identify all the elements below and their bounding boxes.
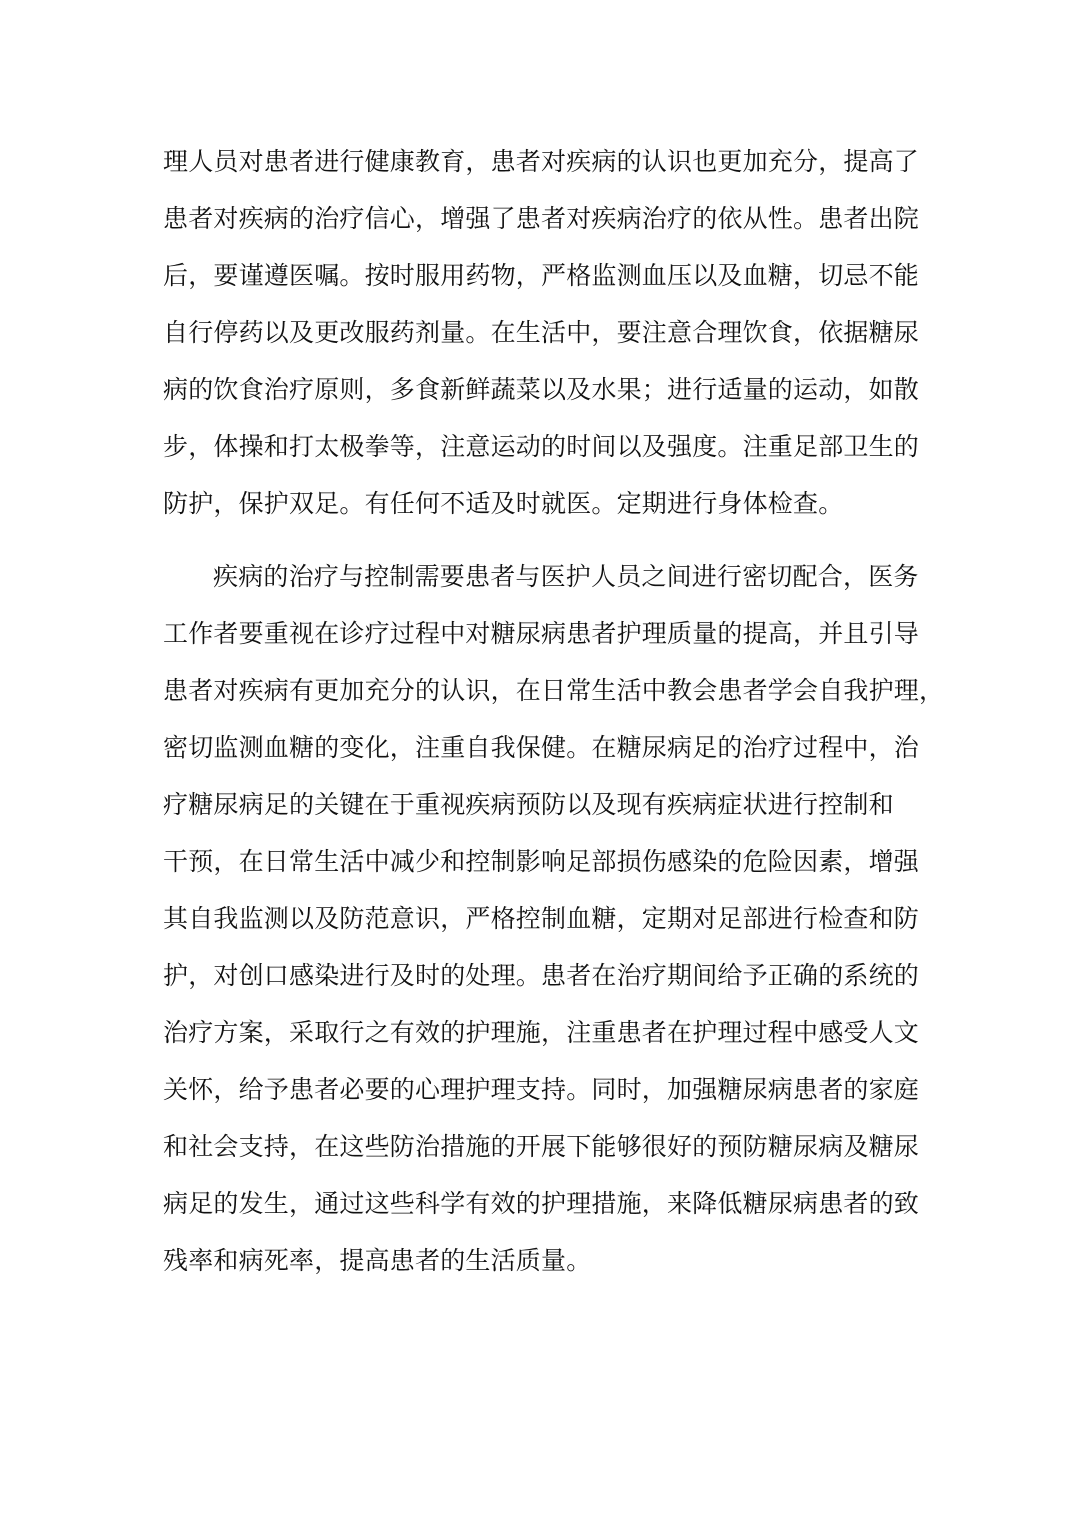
text-line: 干预，在日常生活中减少和控制影响足部损伤感染的危险因素，增强 — [163, 847, 920, 876]
text-line: 治疗方案，采取行之有效的护理施，注重患者在护理过程中感受人文 — [163, 1018, 920, 1047]
text-line-indented: 疾病的治疗与控制需要患者与医护人员之间进行密切配合，医务 — [213, 562, 919, 591]
text-line: 其自我监测以及防范意识，严格控制血糖，定期对足部进行检查和防 — [163, 904, 920, 933]
text-line: 密切监测血糖的变化，注重自我保健。在糖尿病足的治疗过程中，治 — [163, 733, 920, 762]
paragraph-1 — [163, 133, 923, 532]
text-line: 护，对创口感染进行及时的处理。患者在治疗期间给予正确的系统的 — [163, 961, 920, 990]
text-line: 残率和病死率，提高患者的生活质量。 — [163, 1246, 592, 1275]
text-line: 工作者要重视在诊疗过程中对糖尿病患者护理质量的提高，并且引导 — [163, 619, 920, 648]
document-body — [163, 133, 945, 1289]
text-line: 自行停药以及更改服药剂量。在生活中，要注意合理饮食，依据糖尿 — [163, 318, 920, 347]
text-line: 关怀，给予患者必要的心理护理支持。同时，加强糖尿病患者的家庭 — [163, 1075, 920, 1104]
text-line: 患者对疾病的治疗信心，增强了患者对疾病治疗的依从性。患者出院 — [163, 204, 920, 233]
text-line: 患者对疾病有更加充分的认识，在日常生活中教会患者学会自我护理， — [163, 676, 945, 705]
text-line: 疗糖尿病足的关键在于重视疾病预防以及现有疾病症状进行控制和 — [163, 790, 894, 819]
text-line: 后，要谨遵医嘱。按时服用药物，严格监测血压以及血糖，切忌不能 — [163, 261, 920, 290]
text-line: 病的饮食治疗原则，多食新鲜蔬菜以及水果；进行适量的运动，如散 — [163, 375, 920, 404]
text-line: 和社会支持，在这些防治措施的开展下能够很好的预防糖尿病及糖尿 — [163, 1132, 920, 1161]
paragraph-2 — [163, 548, 945, 1289]
text-line: 理人员对患者进行健康教育，患者对疾病的认识也更加充分，提高了 — [163, 147, 920, 176]
text-line: 步，体操和打太极拳等，注意运动的时间以及强度。注重足部卫生的 — [163, 432, 920, 461]
text-line: 病足的发生，通过这些科学有效的护理措施，来降低糖尿病患者的致 — [163, 1189, 920, 1218]
text-line: 防护，保护双足。有任何不适及时就医。定期进行身体检查。 — [163, 489, 844, 518]
